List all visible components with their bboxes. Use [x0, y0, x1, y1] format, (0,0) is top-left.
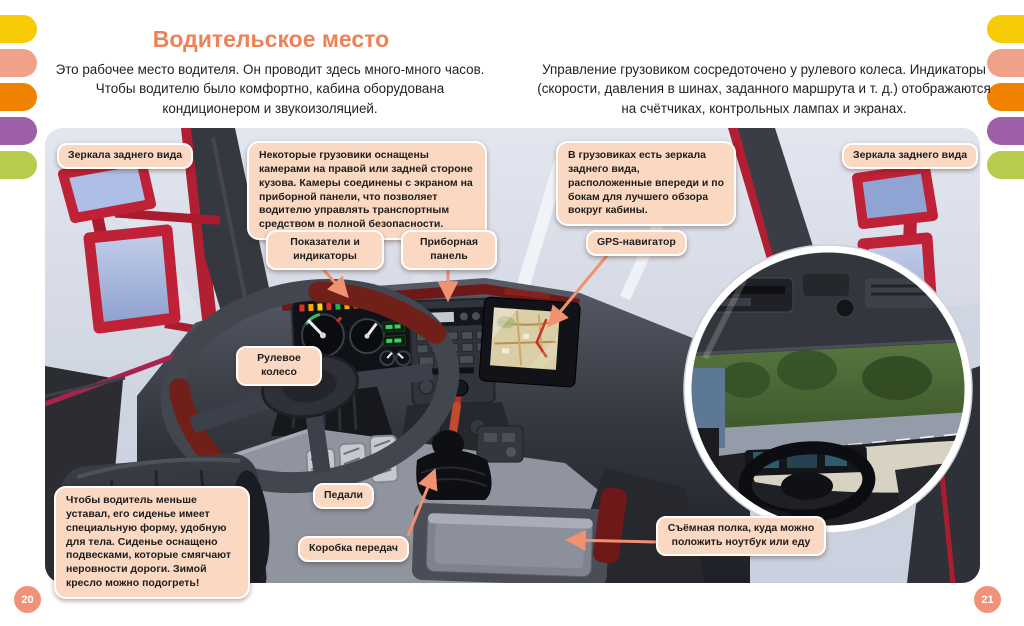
- edge-tab-purple-right: [987, 117, 1024, 145]
- callout-gps: GPS-навигатор: [586, 230, 687, 256]
- edge-tab-green-right: [987, 151, 1024, 179]
- gps-screen-graphic: [479, 297, 581, 387]
- callout-shelf-info: Съёмная полка, куда можно положить ноутбук или еду: [656, 516, 826, 556]
- intro-paragraph-left: Это рабочее место водителя. Он проводит здесь много-много часов. Чтобы водителю было комфортно, кабина оборудована кондиционером и звукоизоляцией.: [55, 62, 485, 116]
- callout-dashboard-panel: Приборная панель: [401, 230, 497, 270]
- edge-tab-orange-left: [0, 83, 37, 111]
- callout-mirrors-right: Зеркала заднего вида: [842, 143, 978, 169]
- callout-mirrors-left: Зеркала заднего вида: [57, 143, 193, 169]
- callout-camera-info: Некоторые грузовики оснащены камерами на правой или задней стороне кузова. Камеры соединены с экраном на приборной панели, что позволяет водителю управлять транспортным средством в полной безопасности.: [247, 141, 487, 240]
- callout-indicators: Показатели и индикаторы: [266, 230, 384, 270]
- edge-tab-salmon-left: [0, 49, 37, 77]
- intro-paragraph-right: Управление грузовиком сосредоточено у рулевого колеса. Индикаторы (скорости, давления в шинах, заданного маршрута и т. д.) отображаются на счётчиках, контрольных лампах и экранах.: [537, 62, 991, 116]
- callout-pedals: Педали: [313, 483, 374, 509]
- page-title: Водительское место: [152, 26, 390, 52]
- edge-tab-yellow-left: [0, 15, 37, 43]
- page-number-left: 20: [14, 586, 41, 613]
- shelf-graphic: [412, 503, 610, 583]
- edge-tab-yellow-right: [987, 15, 1024, 43]
- callout-steering-wheel: Рулевое колесо: [236, 346, 322, 386]
- page-number-right: 21: [974, 586, 1001, 613]
- callout-seat-info: Чтобы водитель меньше уставал, его сиденье имеет специальную форму, удобную для тела. Сиденье оснащено подвесками, которые смягчают неровности дороги. Зимой кресло можно подогреть!: [54, 486, 250, 599]
- edge-tab-green-left: [0, 151, 37, 179]
- callout-mirrors-info: В грузовиках есть зеркала заднего вида, расположенные впереди и по бокам для лучшего обзора вокруг кабины.: [556, 141, 736, 226]
- edge-tab-purple-left: [0, 117, 37, 145]
- callout-gearbox: Коробка передач: [298, 536, 409, 562]
